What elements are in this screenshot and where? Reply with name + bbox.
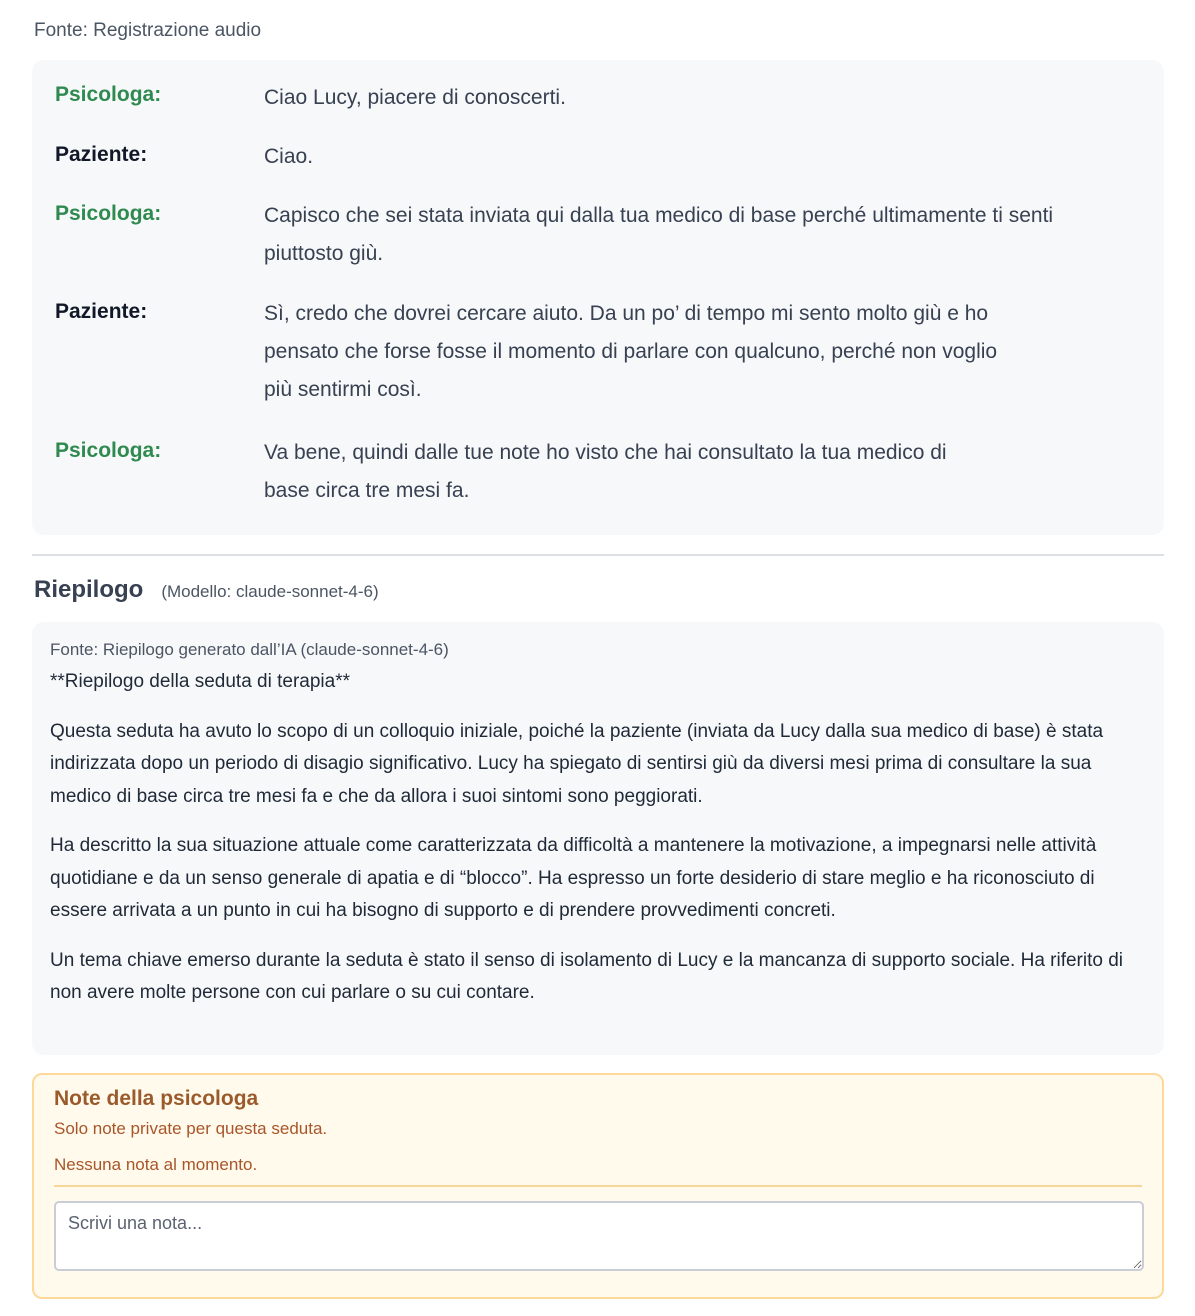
transcript-panel <box>32 60 1164 535</box>
summary-body <box>50 666 1146 1010</box>
speaker-label: Psicologa: <box>55 439 162 462</box>
summary-paragraph: Ha descritto la sua situazione attuale come caratterizzata da difficoltà a mantenere la motivazione, a impegnarsi nelle attività quotidiane e da un senso generale di apatia e di “blocco”. Ha espresso un forte desiderio di stare meglio e ha riconosciuto di essere arrivata a un punto in cui ha bisogno di supporto e di prendere provvedimenti concreti. <box>50 835 1097 921</box>
section-divider <box>32 554 1164 556</box>
psychologist-notes-panel <box>32 1073 1164 1299</box>
notes-divider <box>54 1185 1142 1187</box>
summary-paragraph: Un tema chiave emerso durante la seduta è stato il senso di isolamento di Lucy e la mancanza di supporto sociale. Ha riferito di non avere molte persone con cui parlare o su cui contare. <box>50 949 1124 1003</box>
utterance-text: Sì, credo che dovrei cercare aiuto. Da un po’ di tempo mi sento molto giù e ho pensato che forse fosse il momento di parlare con qualcuno, perché non voglio più sentirmi così. <box>264 302 998 401</box>
utterance-text: Capisco che sei stata inviata qui dalla tua medico di base perché ultimamente ti senti piuttosto giù. <box>264 204 1054 265</box>
speaker-label: Paziente: <box>55 300 148 323</box>
transcript-source: Fonte: Registrazione audio <box>34 20 262 41</box>
summary-panel <box>32 622 1164 1055</box>
summary-source: Fonte: Riepilogo generato dall’IA (claude-sonnet-4-6) <box>50 640 449 659</box>
utterance-text: Ciao. <box>264 145 314 168</box>
utterance-text: Va bene, quindi dalle tue note ho visto che hai consultato la tua medico di base circa tre mesi fa. <box>264 441 947 502</box>
summary-model: (Modello: claude-sonnet-4-6) <box>161 582 379 601</box>
notes-empty-state: Nessuna nota al momento. <box>54 1155 258 1174</box>
utterance-text: Ciao Lucy, piacere di conoscerti. <box>264 86 566 109</box>
summary-title: Riepilogo <box>34 576 144 603</box>
speaker-label: Psicologa: <box>55 202 162 225</box>
speaker-label: Psicologa: <box>55 83 162 106</box>
note-input[interactable] <box>54 1201 1144 1271</box>
summary-header <box>34 576 379 604</box>
summary-paragraph: Questa seduta ha avuto lo scopo di un colloquio iniziale, poiché la paziente (inviata da Lucy dalla sua medico di base) è stata indirizzata dopo un periodo di disagio significativo. Lucy ha spiegato di sentirsi giù da diversi mesi prima di consultare la sua medico di base circa tre mesi fa e che da allora i suoi sintomi sono peggiorati. <box>50 720 1104 807</box>
summary-paragraph: **Riepilogo della seduta di terapia** <box>50 671 350 692</box>
speaker-label: Paziente: <box>55 143 148 166</box>
notes-subtitle: Solo note private per questa seduta. <box>54 1119 328 1138</box>
notes-title: Note della psicologa <box>54 1087 259 1110</box>
